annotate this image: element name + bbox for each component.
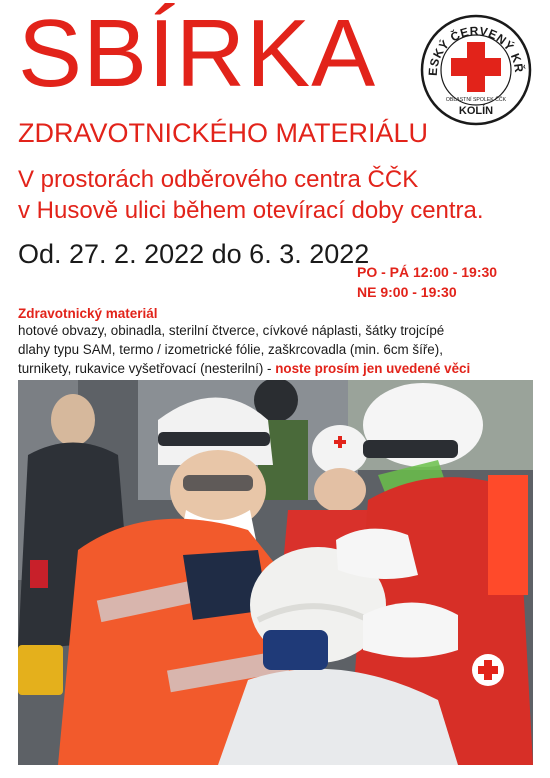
medical-rescue-photo [18,380,533,765]
poster-subtitle: ZDRAVOTNICKÉHO MATERIÁLU [18,118,429,148]
location-text [18,164,548,226]
material-note: noste prosím jen uvedené věci [275,361,471,376]
logo-ring-text: ESKÝ ČERVENÝ KŘ [425,23,527,77]
red-cross-logo [420,14,532,126]
logo-city: KOLÍN [458,105,494,117]
material-list [18,321,538,378]
material-line-2: dlahy typu SAM, termo / izometrické fólie, zaškrcovadla (min. 6cm šíře), [18,342,443,357]
location-line-1: V prostorách odběrového centra ČČK [18,166,419,193]
material-line-3-text: turnikety, rukavice vyšetřovací (nesterilní) - [18,361,276,376]
hours-weekdays: PO - PÁ 12:00 - 19:30 [357,264,498,280]
hours-sunday: NE 9:00 - 19:30 [357,284,457,300]
opening-hours [357,262,497,302]
logo-small-text: OBLASTNÍ SPOLEK ČČK [445,97,507,103]
material-heading: Zdravotnický materiál [18,306,158,321]
poster-title: SBÍRKA [18,0,377,107]
location-line-2: v Husově ulici během otevírací doby centra. [18,197,484,224]
material-line-1: hotové obvazy, obinadla, sterilní čtverce, cívkové náplasti, šátky trojcípé [18,323,445,338]
material-line-3 [18,359,538,378]
collection-date: Od. 27. 2. 2022 do 6. 3. 2022 [18,239,370,269]
